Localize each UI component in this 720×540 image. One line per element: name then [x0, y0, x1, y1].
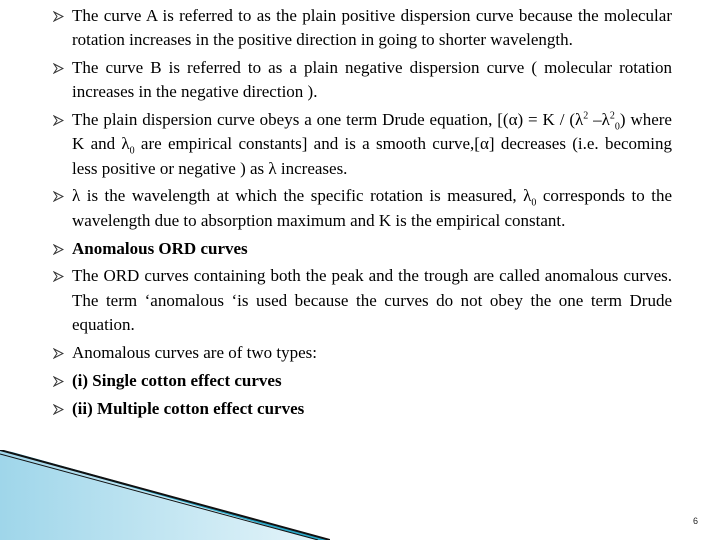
arrowhead-bullet-icon: [53, 184, 65, 208]
bullet-item: [50, 397, 672, 421]
page-number: 6: [692, 516, 698, 526]
arrowhead-bullet-icon: [53, 369, 65, 393]
bullet-item: [50, 369, 672, 393]
arrowhead-bullet-icon: [53, 397, 65, 421]
bullet-item: [50, 108, 672, 181]
arrowhead-bullet-icon: [53, 341, 65, 365]
arrowhead-bullet-icon: [53, 108, 65, 132]
arrowhead-bullet-icon: [53, 56, 65, 80]
bullet-item: [50, 341, 672, 365]
bullet-text: Anomalous curves are of two types:: [72, 342, 318, 362]
bullet-text: Anomalous ORD curves: [72, 238, 248, 258]
arrowhead-bullet-icon: [53, 4, 65, 28]
arrowhead-bullet-icon: [53, 237, 65, 261]
decorative-wedge: [0, 450, 330, 540]
bullet-text: (ii) Multiple cotton effect curves: [72, 398, 305, 418]
bullet-text: The curve A is referred to as the plain positive dispersion curve because the molecular rotation increases in the positive direction in going to shorter wavelength.: [72, 6, 672, 50]
bullet-text: λ is the wavelength at which the specific rotation is measured, $\lambda_0$ corresponds to the wavelength due to absorption maximum and K is the empirical constant.: [72, 186, 672, 230]
arrowhead-bullet-icon: [53, 264, 65, 288]
bullet-item: [50, 4, 672, 52]
bullet-text: (i) Single cotton effect curves: [72, 370, 282, 390]
bullet-item: [50, 264, 672, 337]
bullet-item: [50, 184, 672, 232]
bullet-list: [50, 4, 672, 424]
bullet-text: The ORD curves containing both the peak and the trough are called anomalous curves. The term ‘anomalous ‘is used because the curves do not obey the one term Drude equation.: [72, 266, 672, 334]
bullet-item-heading: [50, 237, 672, 261]
bullet-text: The curve B is referred to as a plain negative dispersion curve ( molecular rotation increases in the negative direction ).: [72, 58, 672, 102]
bullet-text: The plain dispersion curve obeys a one term Drude equation, [$(\alpha) = K / (\lambda^2$ $-\lambda^2_0$) where K and $\lambda_0$ are empirical constants] and is a smooth curve,[α] decreases (i.e. becoming less positive or negative ) as λ increases.: [72, 110, 672, 178]
bullet-item: [50, 56, 672, 104]
